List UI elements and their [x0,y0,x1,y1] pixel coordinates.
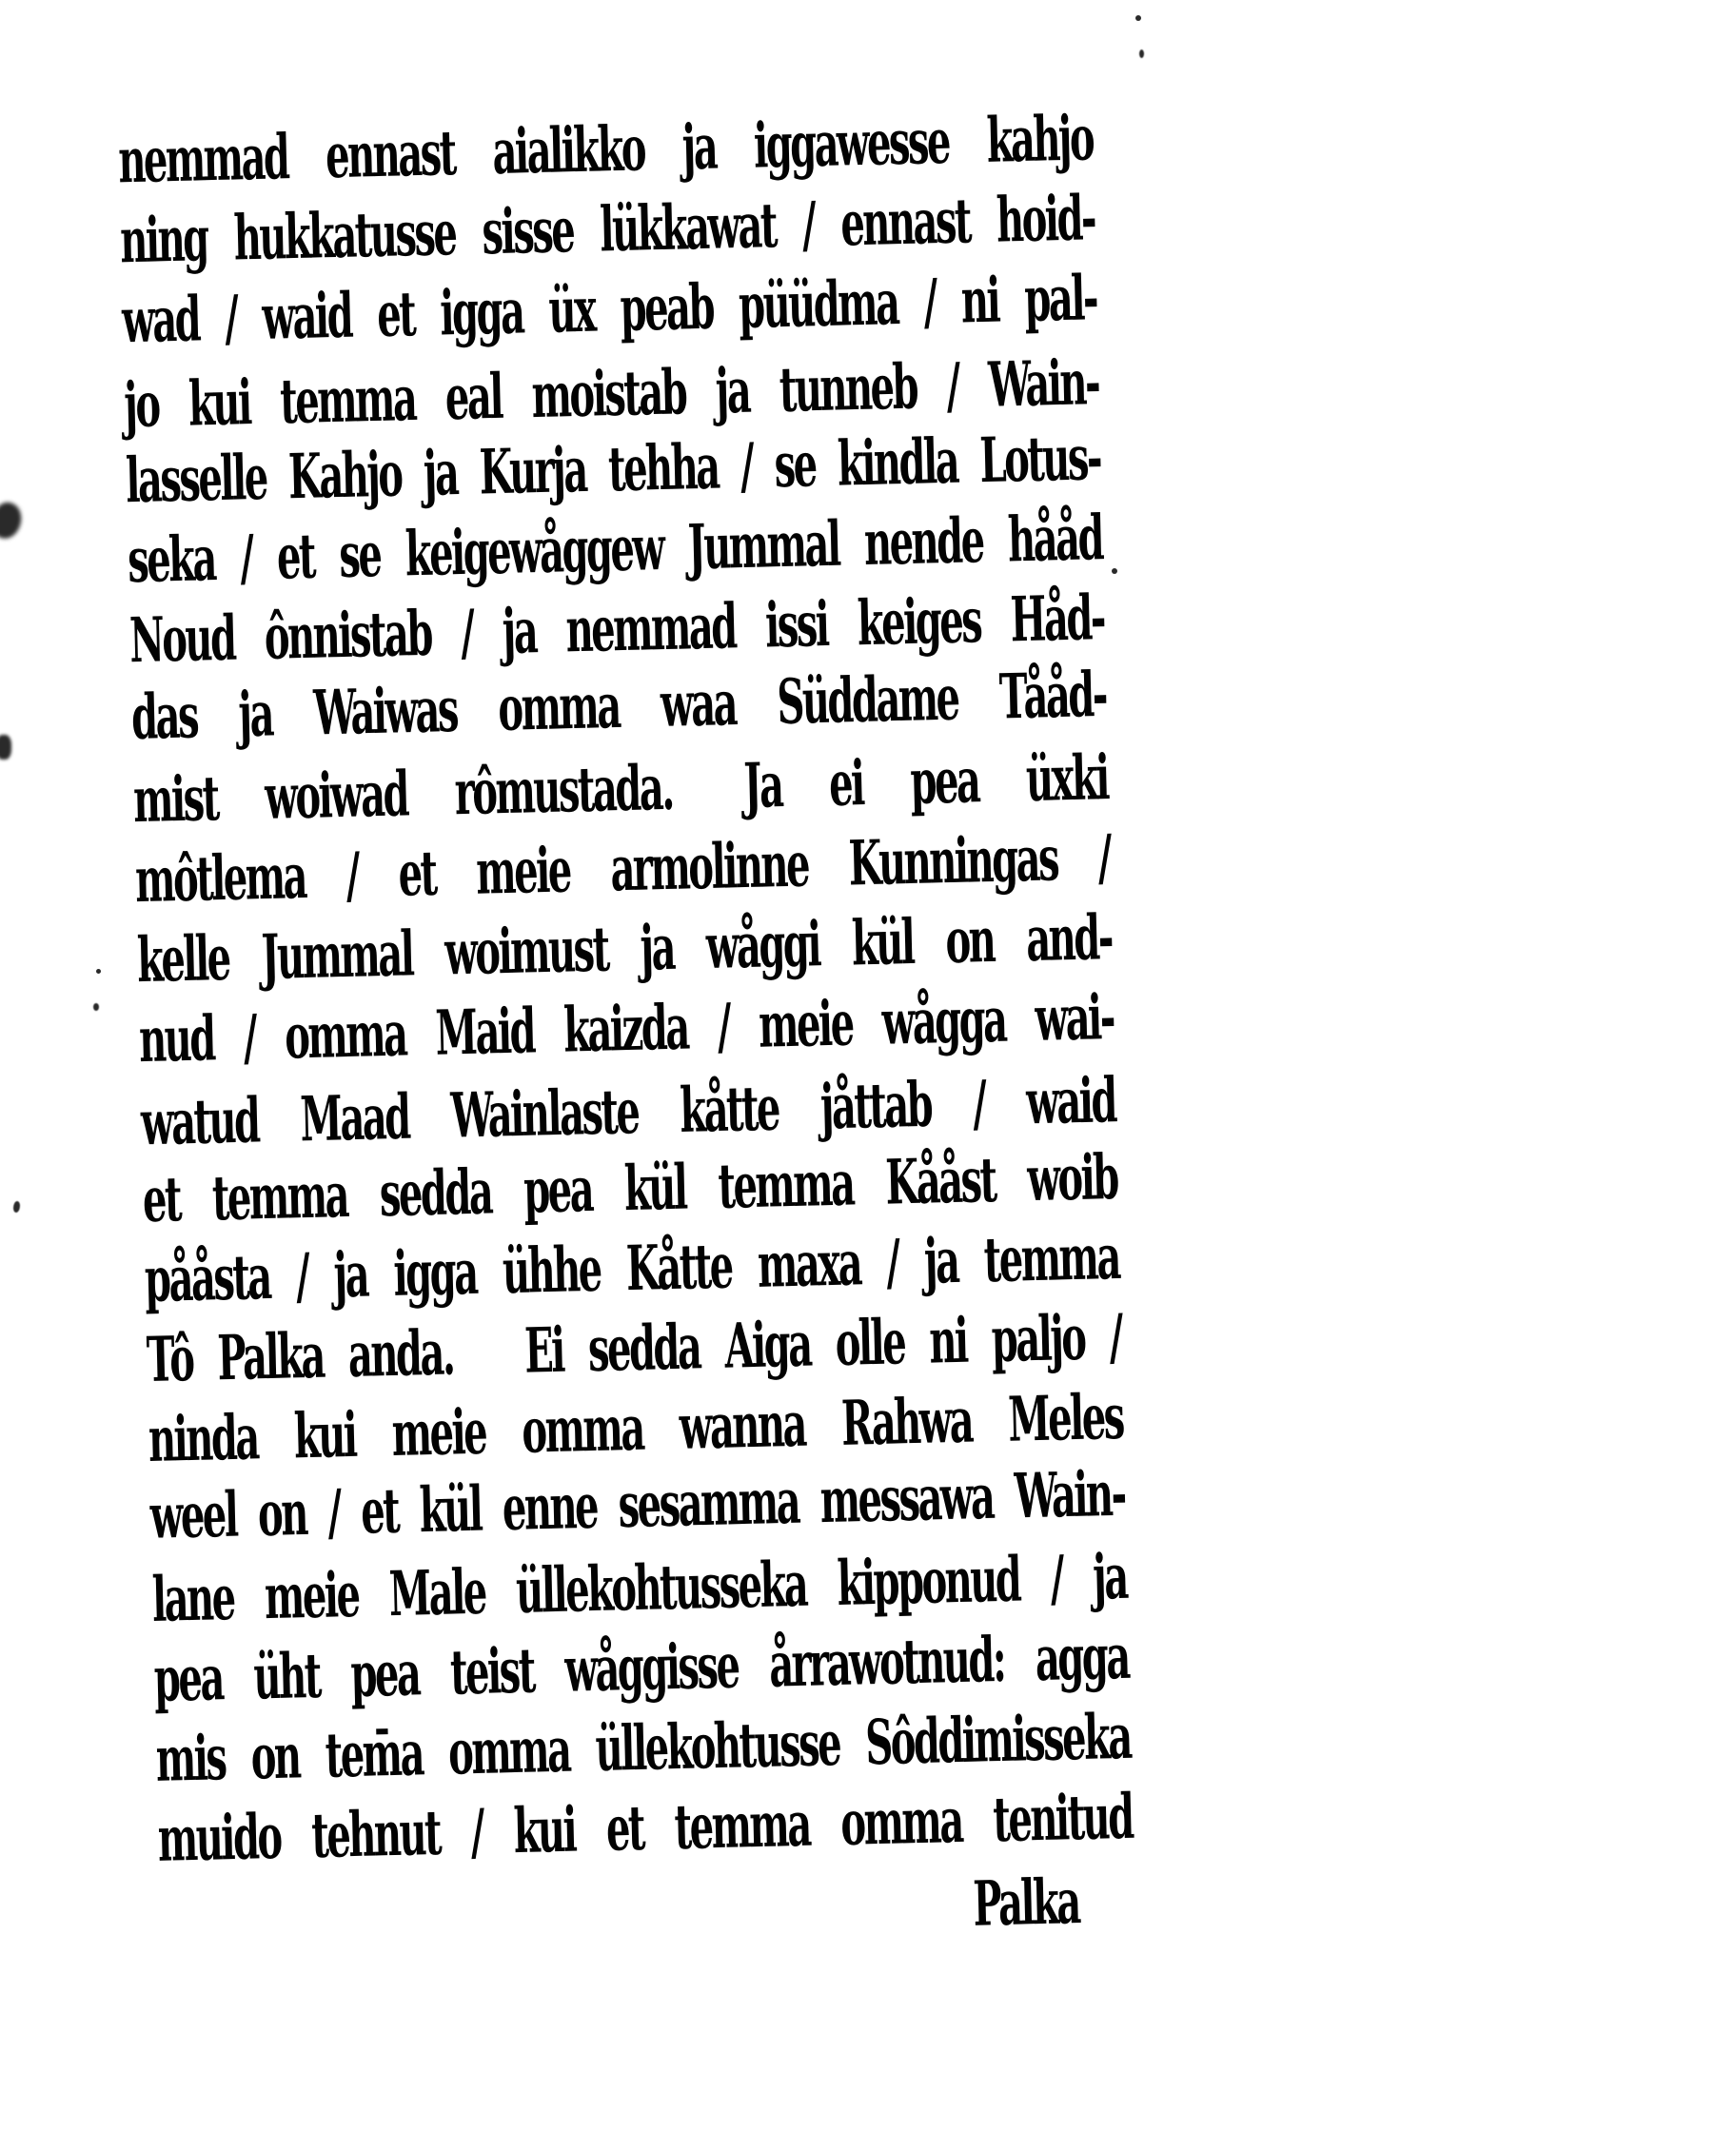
catchword-row [158,1837,1135,1989]
text-line: mist woiwad rômustada. Ja ei pea üxki [132,741,1109,838]
ink-speck [13,1201,20,1213]
text-line: pea üht pea teist wåggisse årrawotnud: agga [153,1620,1130,1717]
ink-speck [1135,15,1141,21]
ink-speck [1139,49,1144,58]
ink-blot [0,499,27,543]
catchword: Palka [972,1866,1080,1941]
text-line: muido tehnut / kui et temma omma tenitud [156,1780,1134,1877]
text-line: nud / omma Maid kaizda / meie wågga wai- [138,981,1115,1077]
text-line: nemmad ennast aialikko ja iggawesse kahjo [117,102,1094,198]
text-line: wad / waid et igga üx peab püüdma / ni pal- [121,262,1097,358]
text-line: seka / et se keigewåggew Jummal nende hååd [127,502,1103,598]
ink-speck [96,969,101,974]
text-line: môtlema / et meie armolinne Kunningas / [134,821,1111,918]
text-line: weel on / et kül enne sesamma messawa Wain- [148,1457,1126,1553]
text-line: et temma sedda pea kül temma Kååst woib [142,1141,1118,1237]
text-line: ning hukkatusse sisse lükkawat / ennast hoid- [119,182,1095,278]
text-line: kelle Jummal woimust ja wåggi kül on and- [136,901,1113,997]
text-line: watud Maad Wainlaste kåtte jåttab / waid [140,1064,1116,1160]
text-line: lasselle Kahjo ja Kurja tehha / se kindla Lotus- [125,422,1101,518]
text-line: ninda kui meie omma wanna Rahwa Meles [148,1380,1124,1477]
ink-speck [0,735,11,760]
text-line: das ja Waiwas omma waa Süddame Tååd- [130,658,1107,755]
text-line: jo kui temma eal moistab ja tunneb / Wain- [123,346,1099,443]
ink-speck [1112,568,1117,574]
text-line: pååsta / ja igga ühhe Kåtte maxa / ja temma [144,1220,1120,1317]
text-line: mis on tem̄a omma üllekohtusse Sôddimisseka [154,1700,1132,1797]
body-text [117,99,1134,1964]
text-line: Noud ônnistab / ja nemmad issi keiges Håd- [128,582,1105,678]
ink-speck [93,1003,99,1011]
text-line: lane meie Male üllekohtusseka kipponud / ja [151,1540,1128,1637]
text-line: Tô Palka anda. Ei sedda Aiga olle ni paljo / [146,1300,1122,1397]
